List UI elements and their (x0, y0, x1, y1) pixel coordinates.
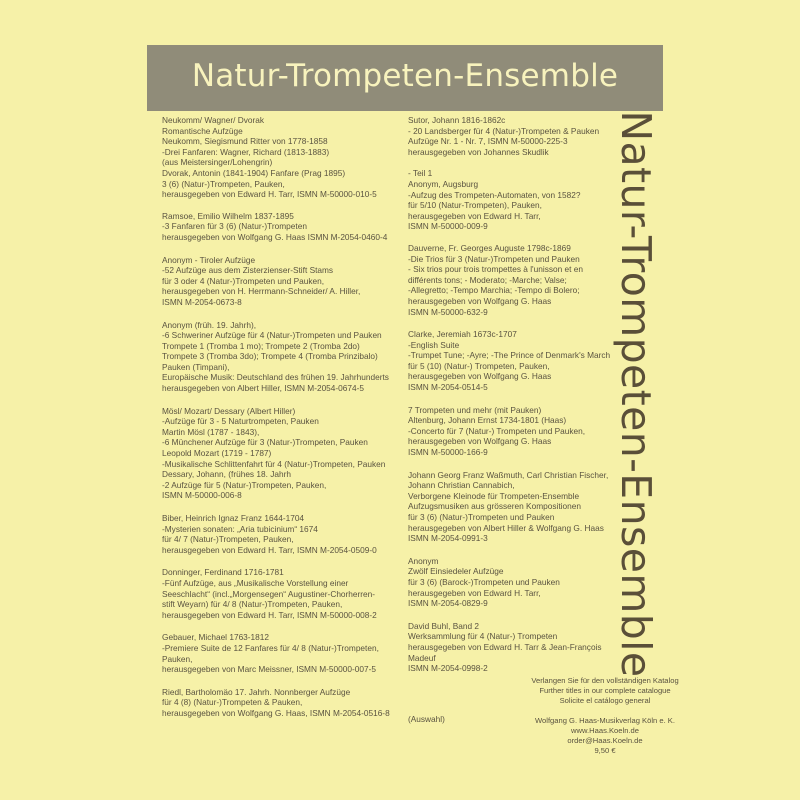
entry-line: Seeschlacht“ (incl.„Morgensegen“ Augustiner-Chorherren- (162, 588, 376, 599)
catalog-entry (162, 320, 400, 394)
entry-line: herausgegeben von Wolfgang G. Haas (408, 371, 552, 382)
entry-line: Neukomm/ Wagner/ Dvorak (162, 115, 265, 125)
entry-line: ISMN M-2054-0673-8 (162, 296, 242, 307)
entry-line: herausgegeben von Edward H. Tarr & Jean-François (408, 641, 602, 652)
right-column (408, 115, 611, 674)
catalog-line-en: Further titles in our complete catalogue (539, 686, 671, 695)
entry-line: Anonym - Tiroler Aufzüge (162, 254, 256, 265)
publisher-website: www.Haas.Koeln.de (571, 726, 639, 735)
entry-line: Europäische Musik: Deutschland des frühen 19. Jahrhunderts (162, 372, 389, 383)
catalog-entry (408, 556, 600, 609)
entry-line: - 20 Landsberger für 4 (Natur-)Trompeten & Pauken (408, 125, 600, 136)
entry-line: Johann Georg Franz Waßmuth, Carl Christian Fischer, (408, 469, 609, 480)
entry-line: ISMN M-50000-632-9 (408, 306, 488, 317)
entry-line: Altenburg, Johann Ernst 1734-1801 (Haas) (408, 415, 567, 426)
catalog-entry (408, 621, 600, 674)
entry-line: Werksammlung für 4 (Natur-) Trompeten (408, 631, 558, 642)
entry-line: für 3 (6) (Natur-)Trompeten und Pauken (408, 512, 555, 522)
entry-line: ISMN M-2054-0998-2 (408, 663, 488, 674)
catalog-entry (162, 687, 400, 719)
catalog-entry (408, 405, 600, 458)
entry-line: Leopold Mozart (1719 - 1787) (162, 448, 272, 459)
entry-line: -Allegretto; -Tempo Marchia; -Tempo di Bolero; (408, 285, 580, 296)
entry-line: -Concerto für 7 (Natur-) Trompeten und Pauken, (408, 425, 586, 436)
entry-line: (aus Meistersinger/Lohengrin) (162, 157, 273, 168)
entry-line: Pauken (Timpani), (162, 361, 230, 372)
entry-line: stift Weyarn) für 4/ 8 (Natur-)Trompeten, Pauken, (162, 599, 343, 610)
entry-line: Anonym, Augsburg (408, 178, 479, 189)
publisher-name: Wolfgang G. Haas-Musikverlag Köln e. K. (535, 716, 675, 725)
entry-line: für 5 (10) (Natur-) Trompeten, Pauken, (408, 360, 550, 371)
entry-line: herausgegeben von Johannes Skudlik (408, 146, 549, 157)
entry-line: -Trumpet Tune; -Ayre; -The Prince of Denmark's March (408, 350, 611, 361)
entry-line: Aufzugsmusiken aus grösseren Kompositionen (408, 501, 581, 512)
entry-line: für 3 (6) (Barock-)Trompeten und Pauken (408, 576, 560, 587)
entry-line: Aufzüge Nr. 1 - Nr. 7, ISMN M-50000-225-3 (408, 136, 568, 147)
entry-line: -52 Aufzüge aus dem Zisterzienser-Stift Stams (162, 265, 334, 276)
catalog-entry (162, 255, 400, 308)
catalog-entry (408, 243, 600, 317)
entry-line: -Musikalische Schlittenfahrt für 4 (Natur-)Trompeten, Pauken (162, 458, 386, 469)
entry-line: -6 Schweriner Aufzüge für 4 (Natur-)Trompeten und Pauken (162, 330, 382, 341)
entry-line: Clarke, Jeremiah 1673c-1707 (408, 329, 517, 340)
catalog-entry (162, 211, 400, 243)
entry-line: herausgegeben von Wolfgang G. Haas, ISMN M-2054-0516-8 (162, 707, 390, 718)
entry-line: ISMN M-2054-0991-3 (408, 533, 488, 544)
entry-line: Donninger, Ferdinand 1716-1781 (162, 567, 284, 578)
entry-line: - Teil 1 (408, 168, 433, 179)
entry-line: herausgegeben von Wolfgang G. Haas (408, 295, 552, 306)
price: 9,50 € (594, 746, 616, 755)
entry-line: Madeuf (408, 652, 436, 663)
entry-line: Mösl/ Mozart/ Dessary (Albert Hiller) (162, 405, 296, 416)
publisher-info (480, 716, 730, 756)
entry-line: -Fünf Aufzüge, aus „Musikalische Vorstellung einer (162, 577, 349, 588)
entry-line: Pauken, (162, 653, 193, 664)
catalog-entry (162, 115, 400, 200)
catalog-entry (408, 329, 611, 393)
entry-line: Biber, Heinrich Ignaz Franz 1644-1704 (162, 513, 305, 523)
catalog-entry (162, 406, 400, 501)
entry-line: -Die Trios für 3 (Natur-)Trompeten und Pauken (408, 253, 580, 264)
entry-line: ISMN M-2054-0514-5 (408, 382, 488, 393)
entry-line: Romantische Aufzüge (162, 125, 243, 136)
entry-line: Sutor, Johann 1816-1862c (408, 115, 506, 125)
entry-line: David Buhl, Band 2 (408, 620, 480, 631)
entry-line: für 5/10 (Natur-Trompeten), Pauken, (408, 200, 542, 211)
entry-line: - Six trios pour trois trompettes à l'unisson et en (408, 264, 583, 275)
entry-line: herausgegeben von Albert Hiller, ISMN M-2054-0674-5 (162, 383, 365, 394)
entry-line: herausgegeben von Wolfgang G. Haas ISMN M-2054-0460-4 (162, 231, 388, 242)
entry-line: -3 Fanfaren für 3 (6) (Natur-)Trompeten (162, 221, 307, 232)
title-banner (147, 45, 663, 111)
vertical-title-area (606, 110, 666, 678)
entry-line: Trompete 3 (Tromba 3do); Trompete 4 (Tromba Prinzibalo) (162, 351, 378, 362)
auswahl-note: (Auswahl) (408, 714, 445, 724)
entry-line: 3 (6) (Natur-)Trompeten, Pauken, (162, 178, 285, 189)
catalog-entry (408, 168, 600, 232)
entry-line: herausgegeben von H. Herrmann-Schneider/ A. Hiller, (162, 286, 361, 297)
entry-line: Zwölf Einsiedeler Aufzüge (408, 566, 504, 577)
entry-line: herausgegeben von Edward H. Tarr, ISMN M-50000-010-5 (162, 189, 377, 200)
entry-line: Dessary, Johann, (frühes 18. Jahrh (162, 469, 291, 480)
entry-line: -Aufzug des Trompeten-Automaten, von 1582? (408, 189, 581, 200)
entry-line: Verborgene Kleinode für Trompeten-Ensemble (408, 490, 580, 501)
publisher-email: order@Haas.Koeln.de (567, 736, 643, 745)
entry-line: Dvorak, Antonin (1841-1904) Fanfare (Prag 1895) (162, 167, 346, 178)
entry-line: herausgegeben von Edward H. Tarr, ISMN M-50000-008-2 (162, 609, 377, 620)
catalog-line-es: Solicite el catálogo general (559, 696, 651, 705)
page-title: Natur-Trompeten-Ensemble (191, 58, 619, 94)
entry-line: -Mysterien sonaten: „Aria tubicinium“ 1674 (162, 523, 318, 534)
entry-line: Neukomm, Siegismund Ritter von 1778-1858 (162, 136, 328, 147)
entry-line: für 3 oder 4 (Natur-)Trompeten und Pauken, (162, 275, 325, 286)
entry-line: Anonym (früh. 19. Jahrh), (162, 319, 257, 330)
entry-line: Anonym (408, 555, 439, 566)
entry-line: Dauverne, Fr. Georges Auguste 1798c-1869 (408, 242, 571, 253)
catalog-entry (408, 115, 600, 157)
catalog-entry (162, 513, 400, 555)
entry-line: Ramsoe, Emilio Wilhelm 1837-1895 (162, 210, 294, 221)
entry-line: -Premiere Suite de 12 Fanfares für 4/ 8 (Natur-)Trompeten, (162, 642, 379, 653)
entry-line: für 4 (8) (Natur-)Trompeten & Pauken, (162, 697, 303, 708)
entry-line: ISMN M-50000-009-9 (408, 221, 488, 232)
catalog-note (480, 676, 730, 706)
entry-line: herausgegeben von Wolfgang G. Haas (408, 436, 552, 447)
entry-line: différents tons; - Moderato; -Marche; Valse; (408, 274, 567, 285)
entry-line: Trompete 1 (Tromba 1 mo); Trompete 2 (Tromba 2do) (162, 340, 360, 351)
entry-line: 7 Trompeten und mehr (mit Pauken) (408, 404, 542, 415)
entry-line: herausgegeben von Edward H. Tarr, (408, 210, 541, 221)
entry-line: -English Suite (408, 339, 460, 350)
entry-line: -2 Aufzüge für 5 (Natur-)Trompeten, Pauken, (162, 479, 327, 490)
entry-line: Martin Mösl (1787 - 1843), (162, 426, 260, 437)
entry-line: -Aufzüge für 3 - 5 Naturtrompeten, Pauken (162, 416, 319, 427)
entry-line: ISMN M-50000-166-9 (408, 447, 488, 458)
entry-line: herausgegeben von Edward H. Tarr, ISMN M-2054-0509-0 (162, 544, 377, 555)
entry-line: ISMN M-2054-0829-9 (408, 598, 488, 609)
entry-line: herausgegeben von Albert Hiller & Wolfgang G. Haas (408, 522, 604, 533)
entry-line: herausgegeben von Edward H. Tarr, (408, 587, 541, 598)
entry-line: -6 Münchener Aufzüge für 3 (Natur-)Trompeten, Pauken (162, 437, 368, 448)
entry-line: ISMN M-50000-006-8 (162, 490, 242, 501)
entry-line: Riedl, Bartholomäo 17. Jahrh. Nonnberger Aufzüge (162, 686, 351, 697)
entry-line: für 4/ 7 (Natur-)Trompeten, Pauken, (162, 534, 294, 545)
entry-line: -Drei Fanfaren: Wagner, Richard (1813-1883) (162, 146, 330, 157)
left-column (162, 115, 400, 719)
entry-line: herausgegeben von Marc Meissner, ISMN M-50000-007-5 (162, 664, 376, 675)
catalog-entry (408, 469, 609, 544)
catalog-entry (162, 567, 400, 620)
catalog-entry (162, 632, 400, 674)
entry-line: Johann Christian Cannabich, (408, 480, 515, 491)
vertical-title: Natur-Trompeten-Ensemble (612, 110, 660, 678)
catalog-line-de: Verlangen Sie für den vollständigen Katalog (531, 676, 679, 685)
entry-line: Gebauer, Michael 1763-1812 (162, 632, 270, 643)
